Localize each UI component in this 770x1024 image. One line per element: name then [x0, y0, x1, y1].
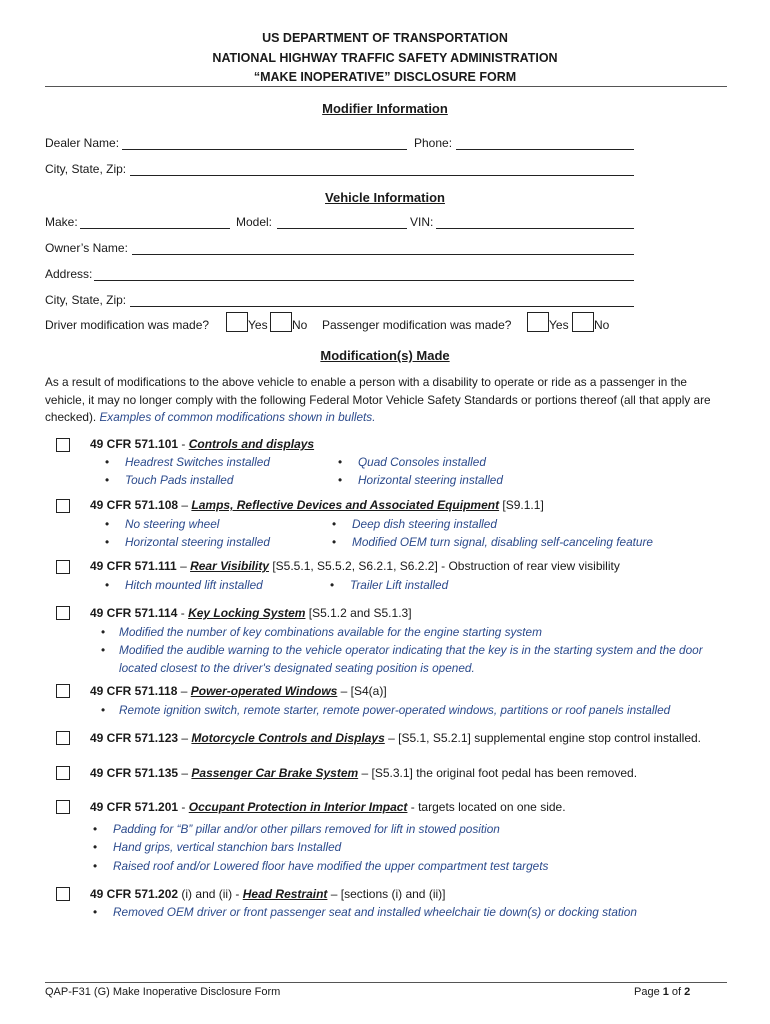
driver-yes-checkbox[interactable]	[226, 312, 248, 332]
bullet-item: • Trailer Lift installed	[330, 578, 449, 592]
reg-code: 49 CFR 571.123	[90, 731, 179, 745]
bullet-item: • Deep dish steering installed	[332, 517, 497, 531]
vin-label: VIN:	[410, 215, 434, 229]
bullet-item: • Modified the number of key combinations available for the engine starting system	[101, 625, 542, 639]
reg-sep: –	[178, 731, 192, 745]
owner-name-label: Owner’s Name:	[45, 241, 128, 255]
reg-code: 49 CFR 571.101	[90, 437, 179, 451]
reg-sep: -	[178, 800, 189, 814]
reg-rest: – [S5.1, S5.2.1] supplemental engine stop control installed.	[384, 731, 701, 745]
driver-yes-label: Yes	[248, 318, 268, 332]
model-field[interactable]	[277, 216, 407, 229]
modifications-intro	[45, 374, 725, 427]
reg-sep: –	[176, 559, 191, 573]
reg-123-heading	[90, 731, 701, 745]
reg-title: Power-operated Windows	[190, 684, 338, 698]
reg-135-heading	[90, 766, 637, 780]
bullet-item: • Horizontal steering installed	[338, 473, 503, 487]
reg-135-checkbox[interactable]	[56, 766, 70, 780]
reg-sep: -	[177, 606, 189, 620]
reg-code: 49 CFR 571.111	[90, 559, 177, 573]
passenger-no-checkbox[interactable]	[572, 312, 594, 332]
reg-rest: – [S5.3.1] the original foot pedal has been removed.	[358, 766, 638, 780]
vehicle-section-title: Vehicle Information	[325, 190, 445, 205]
phone-field[interactable]	[456, 137, 634, 150]
reg-title: Lamps, Reflective Devices and Associated Equipment	[191, 498, 500, 512]
driver-no-checkbox[interactable]	[270, 312, 292, 332]
reg-111-heading	[90, 559, 620, 573]
address-label: Address:	[45, 267, 93, 281]
vehicle-city-field[interactable]	[130, 294, 634, 307]
reg-202-checkbox[interactable]	[56, 887, 70, 901]
reg-rest: - targets located on one side.	[407, 800, 566, 814]
reg-sep: –	[177, 684, 191, 698]
passenger-mod-question: Passenger modification was made?	[322, 318, 512, 332]
reg-code: 49 CFR 571.201	[90, 800, 179, 814]
reg-title: Head Restraint	[242, 887, 328, 901]
phone-label: Phone:	[414, 136, 453, 150]
intro-text: As a result of modifications to the above vehicle to enable a person with a disability to operate or ride as a passenger in the vehicle, it may no longer comply with the following Federal Motor Vehicle Safety Standards or portions thereof (all that apply are checked).	[45, 375, 711, 424]
bullet-item: • Removed OEM driver or front passenger seat and installed wheelchair tie down(s) or docking station	[93, 905, 637, 919]
reg-rest: – [sections (i) and (ii)]	[327, 887, 446, 901]
reg-code: 49 CFR 571.114	[90, 606, 178, 620]
passenger-yes-checkbox[interactable]	[527, 312, 549, 332]
reg-114-heading	[90, 606, 412, 620]
reg-114-checkbox[interactable]	[56, 606, 70, 620]
passenger-yes-label: Yes	[549, 318, 569, 332]
bullet-item: • Touch Pads installed	[105, 473, 234, 487]
header-line-2: NATIONAL HIGHWAY TRAFFIC SAFETY ADMINISTRATION	[212, 51, 558, 65]
reg-sep: –	[178, 766, 192, 780]
dealer-name-field[interactable]	[122, 137, 407, 150]
address-field[interactable]	[94, 268, 634, 281]
reg-title: Motorcycle Controls and Displays	[191, 731, 385, 745]
reg-101-checkbox[interactable]	[56, 438, 70, 452]
reg-sep: -	[178, 437, 189, 451]
dealer-name-label: Dealer Name:	[45, 136, 120, 150]
bullet-item: • Raised roof and/or Lowered floor have modified the upper compartment test targets	[93, 859, 549, 873]
bullet-item: • No steering wheel	[105, 517, 220, 531]
reg-code: 49 CFR 571.118	[90, 684, 178, 698]
reg-rest: [S5.1.2 and S5.1.3]	[305, 606, 412, 620]
bullet-item: • Quad Consoles installed	[338, 455, 486, 469]
footer-form-id: QAP-F31 (G) Make Inoperative Disclosure Form	[45, 986, 281, 998]
bullet-item: • Remote ignition switch, remote starter, remote power-operated windows, partitions or roof panels installed	[101, 703, 671, 717]
make-field[interactable]	[80, 216, 230, 229]
reg-sep: –	[178, 498, 192, 512]
reg-title: Rear Visibility	[190, 559, 269, 573]
footer-rule	[45, 982, 727, 983]
bullet-item: • Hitch mounted lift installed	[105, 578, 263, 592]
driver-no-label: No	[292, 318, 308, 332]
reg-title: Occupant Protection in Interior Impact	[188, 800, 408, 814]
driver-mod-question: Driver modification was made?	[45, 318, 210, 332]
reg-rest: – [S4(a)]	[337, 684, 387, 698]
bullet-item: • Headrest Switches installed	[105, 455, 270, 469]
reg-title: Controls and displays	[188, 437, 315, 451]
vehicle-city-label: City, State, Zip:	[45, 293, 127, 307]
bullet-item: • Padding for “B” pillar and/or other pillars removed for lift in stowed position	[93, 822, 500, 836]
reg-108-heading	[90, 498, 544, 512]
reg-108-checkbox[interactable]	[56, 499, 70, 513]
reg-101-heading	[90, 437, 314, 451]
footer-page-number: Page 1 of 2	[634, 986, 691, 998]
bullet-item: • Horizontal steering installed	[105, 535, 270, 549]
passenger-no-label: No	[594, 318, 610, 332]
reg-code: 49 CFR 571.202	[90, 887, 179, 901]
reg-sep: (i) and (ii) -	[178, 887, 243, 901]
reg-title: Passenger Car Brake System	[191, 766, 359, 780]
bullet-item: • Modified OEM turn signal, disabling self-canceling feature	[332, 535, 653, 549]
reg-123-checkbox[interactable]	[56, 731, 70, 745]
modifier-section-title: Modifier Information	[322, 101, 448, 116]
reg-118-heading	[90, 684, 387, 698]
bullet-item: • Modified the audible warning to the vehicle operator indicating that the key is in the starting system and the door located closest to the driver's designated seating position is opened.	[101, 643, 703, 675]
model-label: Model:	[236, 215, 273, 229]
reg-202-heading	[90, 887, 445, 901]
reg-201-checkbox[interactable]	[56, 800, 70, 814]
reg-111-checkbox[interactable]	[56, 560, 70, 574]
header-line-3: “MAKE INOPERATIVE” DISCLOSURE FORM	[253, 70, 517, 84]
reg-118-checkbox[interactable]	[56, 684, 70, 698]
bullet-item: • Hand grips, vertical stanchion bars Installed	[93, 840, 342, 854]
modifier-city-label: City, State, Zip:	[45, 162, 127, 176]
reg-code: 49 CFR 571.135	[90, 766, 179, 780]
reg-rest: [S5.5.1, S5.5.2, S6.2.1, S6.2.2] - Obstruction of rear view visibility	[269, 559, 620, 573]
reg-code: 49 CFR 571.108	[90, 498, 179, 512]
modifications-section-title: Modification(s) Made	[320, 348, 450, 363]
reg-201-heading	[90, 800, 566, 814]
header-rule	[45, 86, 727, 87]
reg-rest: [S9.1.1]	[499, 498, 544, 512]
vin-field[interactable]	[436, 216, 634, 229]
owner-name-field[interactable]	[132, 242, 634, 255]
intro-examples-text: Examples of common modifications shown in bullets.	[99, 410, 376, 424]
header-line-1: US DEPARTMENT OF TRANSPORTATION	[262, 31, 508, 45]
make-label: Make:	[45, 215, 78, 229]
modifier-city-field[interactable]	[130, 163, 634, 176]
reg-title: Key Locking System	[188, 606, 306, 620]
